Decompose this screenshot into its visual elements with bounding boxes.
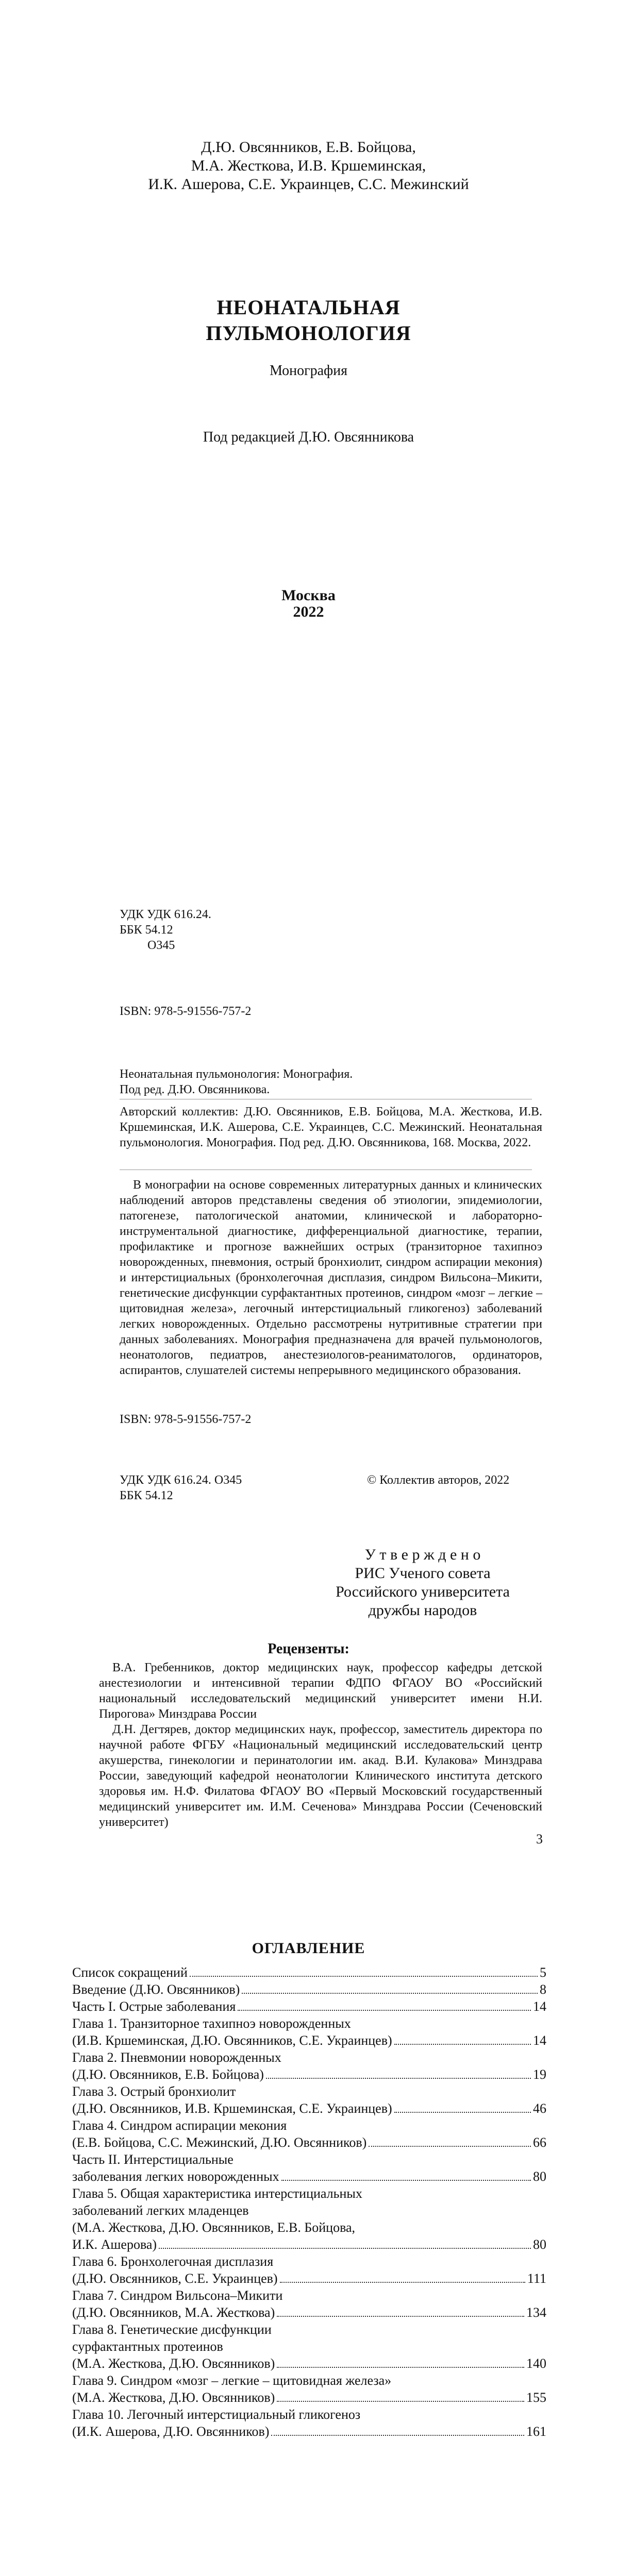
- toc-leader-dots: [277, 2367, 524, 2368]
- toc-entry[interactable]: [72, 1964, 546, 1981]
- biblio-line: Неонатальная пульмонология: Монография.: [120, 1067, 353, 1081]
- toc-entry-title: сурфактантных протеинов: [72, 2339, 223, 2354]
- toc-entry-title: И.К. Ашерова): [72, 2237, 157, 2252]
- toc-entry[interactable]: [72, 2049, 546, 2066]
- approval-line: У т в е р ж д е н о: [364, 1546, 481, 1563]
- toc-entry[interactable]: [72, 2100, 546, 2117]
- toc-entry-title: Часть II. Интерстициальные: [72, 2152, 234, 2167]
- toc-entry-title: Глава 2. Пневмонии новорожденных: [72, 2050, 281, 2065]
- toc-entry-title: Глава 9. Синдром «мозг – легкие – щитовидная железа»: [72, 2373, 392, 2388]
- toc-entry[interactable]: [72, 2134, 546, 2151]
- approval-stamp: [268, 1546, 577, 1620]
- toc-leader-dots: [280, 2282, 525, 2283]
- toc-entry-page: 14: [533, 2033, 546, 2048]
- toc-entry[interactable]: [72, 1998, 546, 2015]
- toc-entry-title: Глава 10. Легочный интерстициальный гликогеноз: [72, 2407, 361, 2422]
- book-editor: Под редакцией Д.Ю. Овсянникова: [203, 429, 414, 445]
- toc-leader-dots: [277, 2401, 524, 2402]
- toc-entry[interactable]: [72, 2338, 546, 2355]
- toc-entry[interactable]: [72, 2151, 546, 2168]
- udc-bottom: УДК УДК 616.24. О345: [120, 1473, 242, 1487]
- reviewers-list: [99, 1660, 542, 1830]
- toc-entry-title: Глава 7. Синдром Вильсона–Микити: [72, 2288, 283, 2303]
- authors-block: [0, 138, 617, 194]
- toc-entry[interactable]: [72, 2015, 546, 2032]
- toc-entry-title: Список сокращений: [72, 1965, 188, 1980]
- toc-entry-title: (М.А. Жесткова, Д.Ю. Овсянников): [72, 2356, 275, 2371]
- toc-leader-dots: [242, 1993, 538, 1994]
- book-title: [0, 295, 617, 346]
- toc-entry-page: 5: [540, 1965, 546, 1980]
- authors-line: М.А. Жесткова, И.В. Кршеминская,: [191, 157, 426, 174]
- toc-entry-title: Введение (Д.Ю. Овсянников): [72, 1982, 240, 1997]
- toc-entry-title: Часть I. Острые заболевания: [72, 1999, 236, 2014]
- toc-entry-page: 111: [527, 2271, 546, 2286]
- toc-leader-dots: [190, 1976, 538, 1977]
- toc-entry[interactable]: [72, 2304, 546, 2321]
- isbn-bottom: ISBN: 978-5-91556-757-2: [120, 1413, 252, 1426]
- bibliographic-record: [120, 1066, 353, 1097]
- toc-entry-page: 19: [533, 2067, 546, 2082]
- udc-bottom-block: [120, 1472, 242, 1503]
- approval-line: дружбы народов: [368, 1602, 477, 1619]
- toc-entry[interactable]: [72, 2321, 546, 2338]
- toc-entry-page: 140: [526, 2356, 546, 2371]
- toc-entry-title: заболеваний легких младенцев: [72, 2203, 249, 2218]
- toc-leader-dots: [238, 2010, 531, 2011]
- toc-entry-page: 80: [533, 2237, 546, 2252]
- reviewer-entry: В.А. Гребенников, доктор медицинских наук, профессор кафедры детской анестезиологии и интенсивной терапии ФДПО ФГАОУ ВО «Российский национальный исследовательский медицинский университет имени Н.И. Пирогова» Минздрава России: [99, 1661, 542, 1721]
- approval-line: Российского университета: [336, 1583, 510, 1600]
- toc-leader-dots: [394, 2044, 531, 2045]
- authors-line: И.К. Ашерова, С.Е. Украинцев, С.С. Межинский: [148, 176, 469, 193]
- toc-entry-title: Глава 3. Острый бронхиолит: [72, 2084, 236, 2099]
- toc-entry[interactable]: [72, 2406, 546, 2423]
- toc-entry-title: Глава 6. Бронхолегочная дисплазия: [72, 2254, 274, 2269]
- toc-entry-title: Глава 8. Генетические дисфункции: [72, 2322, 272, 2337]
- toc-entry[interactable]: [72, 2168, 546, 2185]
- toc-entry-page: 14: [533, 1999, 546, 2014]
- toc-entry-page: 66: [533, 2135, 546, 2150]
- toc-heading: ОГЛАВЛЕНИЕ: [252, 1940, 365, 1957]
- book-title-line: ПУЛЬМОНОЛОГИЯ: [206, 321, 411, 345]
- toc-entry-title: (Е.В. Бойцова, С.С. Межинский, Д.Ю. Овсянников): [72, 2135, 367, 2150]
- copyright: © Коллектив авторов, 2022: [367, 1473, 510, 1487]
- udc-block: [120, 907, 211, 953]
- toc-entry[interactable]: [72, 2270, 546, 2287]
- biblio-line: Под ред. Д.Ю. Овсянникова.: [120, 1083, 270, 1096]
- toc-entry[interactable]: [72, 2355, 546, 2372]
- toc-entry-page: 161: [526, 2424, 546, 2439]
- toc-entry[interactable]: [72, 2117, 546, 2134]
- toc-entry-page: 80: [533, 2169, 546, 2184]
- abstract: В монографии на основе современных литературных данных и клинических наблюдений авторов представлены сведения об этиологии, эпидемиологии, патогенезе, патологической анатомии, клинической и лабораторно-инструментальной диагностике, дифференциальной диагностике, терапии, профилактике и прогнозе важнейших острых (транзиторное тахипноэ новорожденных, пневмония, острый бронхиолит, синдром аспирации мекония) и интерстициальных (бронхолегочная дисплазия, синдром Вильсона–Микити, генетические дисфункции сурфактантных протеинов, синдром «мозг – легкие – щитовидная железа», легочный интерстициальный гликогеноз) заболеваний легких новорожденных. Отдельно рассмотрены нутритивные стратегии при данных заболеваниях. Монография предназначена для врачей пульмонологов, неонатологов, педиатров, анестезиологов-реаниматологов, ординаторов, аспирантов, слушателей системы непрерывного медицинского образования.: [120, 1178, 542, 1377]
- toc-entry[interactable]: [72, 2202, 546, 2219]
- toc-entry-title: Глава 5. Общая характеристика интерстициальных: [72, 2186, 362, 2201]
- authors-collective: Авторский коллектив: Д.Ю. Овсянников, Е.В. Бойцова, М.А. Жесткова, И.В. Кршеминская, И.К. Ашерова, С.Е. Украинцев, С.С. Межинский. Неонатальная пульмонология. Монография. Под ред. Д.Ю. Овсянникова, 168. Москва, 2022.: [120, 1105, 542, 1149]
- year: 2022: [293, 603, 324, 620]
- toc-entry-title: (И.К. Ашерова, Д.Ю. Овсянников): [72, 2424, 270, 2439]
- toc-entry[interactable]: [72, 2389, 546, 2406]
- toc-entry[interactable]: [72, 2253, 546, 2270]
- publication-place: [0, 587, 617, 620]
- toc-entry-title: Глава 1. Транзиторное тахипноэ новорожденных: [72, 2016, 351, 2031]
- toc-leader-dots: [277, 2316, 524, 2317]
- toc-leader-dots: [266, 2078, 531, 2079]
- toc-entry-page: 134: [526, 2305, 546, 2320]
- reviewer-entry: Д.Н. Дегтярев, доктор медицинских наук, профессор, заместитель директора по научной работе ФГБУ «Национальный медицинский исследовательский центр акушерства, гинекологии и перинатологии им. акад. В.И. Кулакова» Минздрава России, заведующий кафедрой неонатологии Клинического института детского здоровья им. Н.Ф. Филатова ФГАОУ ВО «Первый Московский государственный медицинский университет им. И.М. Сеченова» Минздрава России (Сеченовский университет): [99, 1723, 542, 1829]
- bbk: ББК 54.12: [120, 923, 173, 937]
- toc-leader-dots: [271, 2435, 524, 2436]
- authors-line: Д.Ю. Овсянников, Е.В. Бойцова,: [201, 139, 416, 156]
- toc-entry[interactable]: [72, 2083, 546, 2100]
- toc-leader-dots: [281, 2180, 531, 2181]
- udc: УДК УДК 616.24.: [120, 908, 211, 921]
- approval-line: РИС Ученого совета: [355, 1565, 491, 1582]
- toc-leader-dots: [394, 2112, 531, 2113]
- city: Москва: [281, 587, 336, 604]
- toc-leader-dots: [369, 2146, 531, 2147]
- toc-entry[interactable]: [72, 1981, 546, 1998]
- bbk-bottom: ББК 54.12: [120, 1489, 173, 1502]
- toc-entry-page: 46: [533, 2101, 546, 2116]
- book-title-line: НЕОНАТАЛЬНАЯ: [216, 296, 401, 319]
- page-number: 3: [536, 1832, 543, 1846]
- toc-entry[interactable]: [72, 2185, 546, 2202]
- toc-entry-title: (Д.Ю. Овсянников, С.Е. Украинцев): [72, 2271, 278, 2286]
- toc-entry-title: Глава 4. Синдром аспирации мекония: [72, 2118, 287, 2133]
- toc-entry-page: 8: [540, 1982, 546, 1997]
- toc-entry-title: (М.А. Жесткова, Д.Ю. Овсянников, Е.В. Бойцова,: [72, 2220, 356, 2235]
- toc-entry-title: заболевания легких новорожденных: [72, 2169, 279, 2184]
- toc-entry-title: (Д.Ю. Овсянников, М.А. Жесткова): [72, 2305, 275, 2320]
- toc-entry[interactable]: [72, 2236, 546, 2253]
- toc-leader-dots: [159, 2248, 531, 2249]
- toc-entry-title: (И.В. Кршеминская, Д.Ю. Овсянников, С.Е. Украинцев): [72, 2033, 392, 2048]
- toc-entry-title: (М.А. Жесткова, Д.Ю. Овсянников): [72, 2390, 275, 2405]
- book-subtitle: Монография: [269, 363, 348, 379]
- toc-list: [72, 1964, 546, 2440]
- isbn-top: ISBN: 978-5-91556-757-2: [120, 1005, 252, 1018]
- toc-entry[interactable]: [72, 2219, 546, 2236]
- toc-entry[interactable]: [72, 2032, 546, 2049]
- toc-entry[interactable]: [72, 2287, 546, 2304]
- toc-entry-page: 155: [526, 2390, 546, 2405]
- toc-entry-title: (Д.Ю. Овсянников, Е.В. Бойцова): [72, 2067, 264, 2082]
- classification-code: О345: [147, 939, 175, 952]
- reviewers-heading: Рецензенты:: [268, 1641, 349, 1657]
- toc-entry[interactable]: [72, 2066, 546, 2083]
- toc-entry[interactable]: [72, 2423, 546, 2440]
- toc-entry[interactable]: [72, 2372, 546, 2389]
- toc-entry-title: (Д.Ю. Овсянников, И.В. Кршеминская, С.Е. Украинцев): [72, 2101, 392, 2116]
